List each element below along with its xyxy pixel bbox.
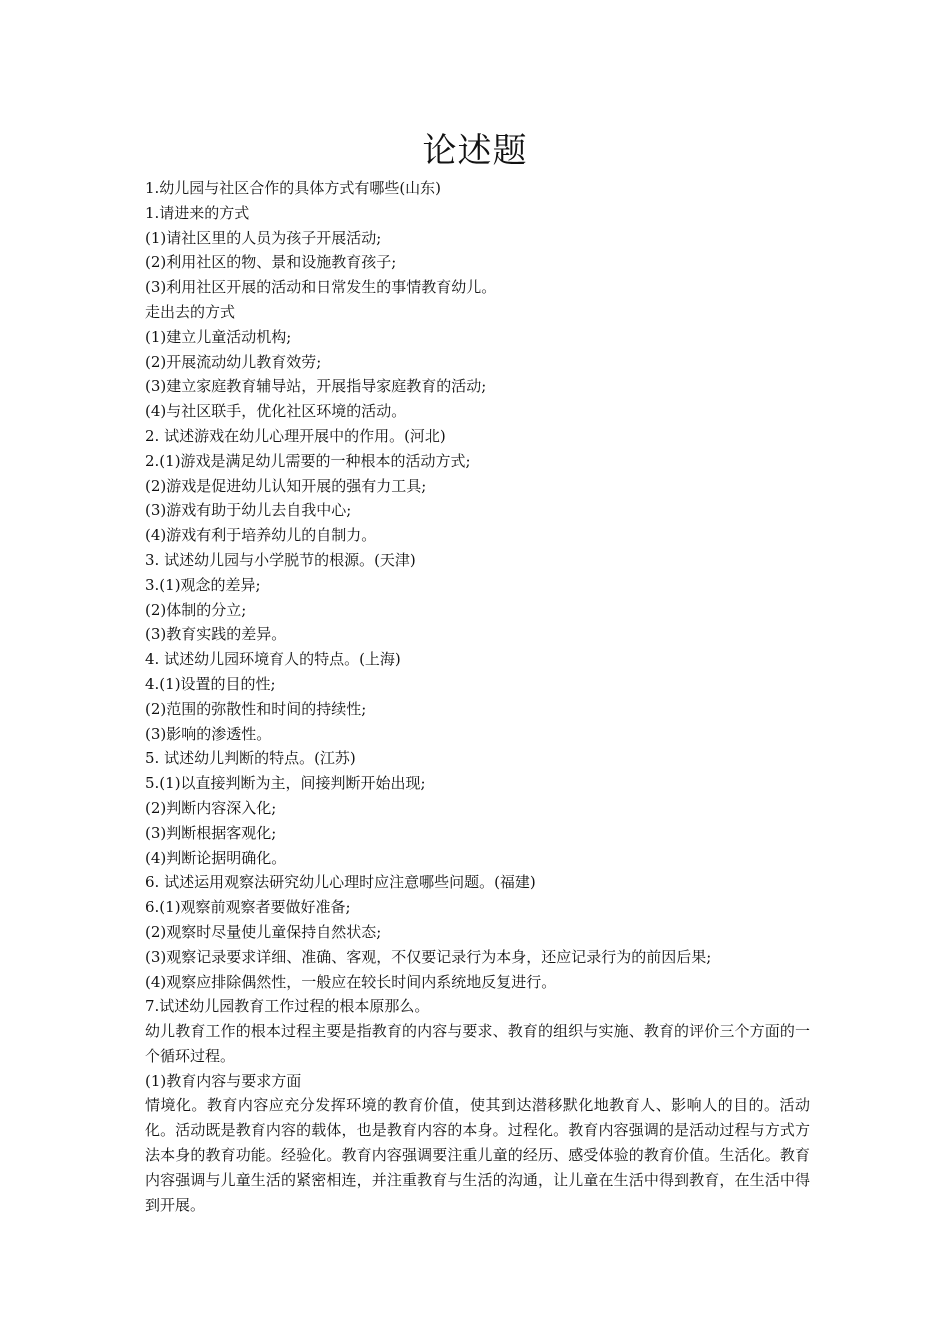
- answer-line: 1.请进来的方式: [145, 203, 250, 222]
- document-body: [145, 176, 810, 1217]
- question-7: 7.试述幼儿园教育工作过程的根本原那么。: [145, 997, 430, 1016]
- answer-line: (2)开展流动幼儿教育效劳;: [145, 352, 322, 371]
- answer-line: (2)范围的弥散性和时间的持续性;: [145, 699, 367, 718]
- answer-paragraph: 情境化。教育内容应充分发挥环境的教育价值，使其到达潜移默化地教育人、影响人的目的。活动化。活动既是教育内容的载体，也是教育内容的本身。过程化。教育内容强调的是活动过程与方式方法本身的教育功能。经验化。教育内容强调要注重儿童的经历、感受体验的教育价值。生活化。教育内容强调与儿童生活的紧密相连，并注重教育与生活的沟通，让儿童在生活中得到教育，在生活中得到开展。: [145, 1096, 810, 1214]
- answer-line: (2)观察时尽量使儿童保持自然状态;: [145, 922, 382, 941]
- answer-line: 5.(1)以直接判断为主，间接判断开始出现;: [145, 774, 426, 793]
- answer-line: 2.(1)游戏是满足幼儿需要的一种根本的活动方式;: [145, 451, 471, 470]
- page-title: 论述题: [422, 131, 528, 171]
- answer-line: 4.(1)设置的目的性;: [145, 674, 276, 693]
- answer-line: (2)游戏是促进幼儿认知开展的强有力工具;: [145, 476, 427, 495]
- answer-line: (2)体制的分立;: [145, 600, 247, 619]
- answer-line: (3)判断根据客观化;: [145, 823, 277, 842]
- answer-line: (2)判断内容深入化;: [145, 798, 277, 817]
- answer-paragraph: 幼儿教育工作的根本过程主要是指教育的内容与要求、教育的组织与实施、教育的评价三个方面的一个循环过程。: [145, 1022, 810, 1065]
- answer-line: (4)观察应排除偶然性，一般应在较长时间内系统地反复进行。: [145, 972, 557, 991]
- answer-line: (2)利用社区的物、景和设施教育孩子;: [145, 253, 397, 272]
- answer-line: (4)与社区联手，优化社区环境的活动。: [145, 402, 407, 421]
- answer-line: (1)请社区里的人员为孩子开展活动;: [145, 228, 382, 247]
- answer-line: (4)游戏有利于培养幼儿的自制力。: [145, 526, 377, 545]
- answer-subheading: (1)教育内容与要求方面: [145, 1071, 302, 1090]
- answer-line: (1)建立儿童活动机构;: [145, 327, 292, 346]
- answer-line: 走出去的方式: [145, 302, 236, 321]
- answer-line: (3)教育实践的差异。: [145, 625, 287, 644]
- question-1: 1.幼儿园与社区合作的具体方式有哪些(山东): [145, 179, 442, 197]
- question-3: 3. 试述幼儿园与小学脱节的根源。(天津): [145, 550, 416, 569]
- answer-line: (3)游戏有助于幼儿去自我中心;: [145, 501, 352, 520]
- question-6: 6. 试述运用观察法研究幼儿心理时应注意哪些问题。(福建): [145, 873, 536, 892]
- question-5: 5. 试述幼儿判断的特点。(江苏): [145, 749, 356, 768]
- answer-line: 6.(1)观察前观察者要做好准备;: [145, 898, 351, 917]
- answer-line: (3)建立家庭教育辅导站，开展指导家庭教育的活动;: [145, 377, 487, 396]
- question-4: 4. 试述幼儿园环境育人的特点。(上海): [145, 650, 401, 669]
- answer-line: (4)判断论据明确化。: [145, 848, 287, 867]
- question-2: 2. 试述游戏在幼儿心理开展中的作用。(河北): [145, 426, 446, 445]
- answer-line: 3.(1)观念的差异;: [145, 575, 261, 594]
- answer-line: (3)影响的渗透性。: [145, 724, 272, 743]
- answer-line: (3)利用社区开展的活动和日常发生的事情教育幼儿。: [145, 278, 497, 297]
- answer-line: (3)观察记录要求详细、准确、客观，不仅要记录行为本身，还应记录行为的前因后果;: [145, 947, 712, 966]
